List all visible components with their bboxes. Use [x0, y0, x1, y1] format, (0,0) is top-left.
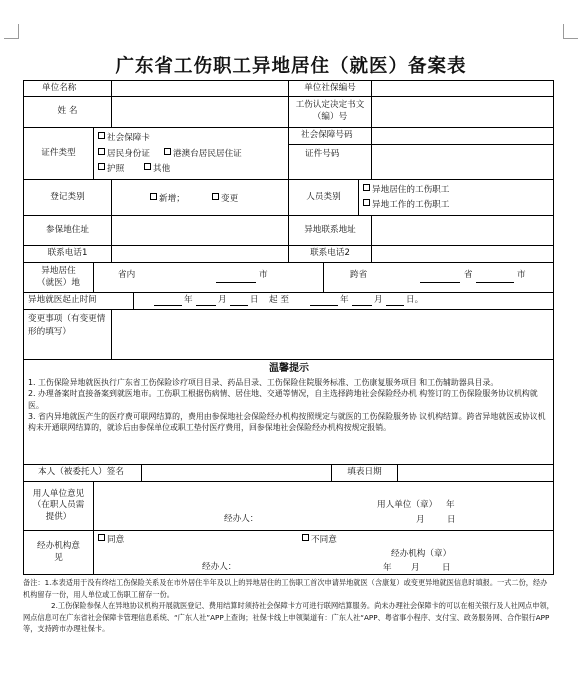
- note-item: 备注：1.本表适用于没有终结工伤保险关系及在市外居住半年及以上的异地居住的工伤职工首次申请异地就医（含康复）或变更异地就医信息时填报。一式二份，经办机构留存一份，用人单位或工伤职工留存一份。: [23, 578, 548, 599]
- crop-mark-right: [563, 24, 578, 39]
- checkbox-icon: [98, 163, 105, 170]
- option-disagree[interactable]: 不同意: [302, 534, 337, 547]
- option-remote-residence[interactable]: 异地居住的工伤职工: [363, 184, 449, 197]
- option-other[interactable]: 其他: [144, 163, 170, 176]
- injury-decision-no-label: 工伤认定决定书文（编）号: [288, 96, 371, 127]
- option-remote-work[interactable]: 异地工作的工伤职工: [363, 199, 449, 212]
- form-notes: [23, 577, 554, 635]
- in-province-field[interactable]: 省内 市: [93, 262, 323, 292]
- checkbox-icon: [164, 148, 171, 155]
- checkbox-icon: [212, 193, 219, 200]
- checkbox-icon: [98, 148, 105, 155]
- social-card-no-label: 社会保障号码: [288, 127, 371, 144]
- tips-section: [23, 359, 554, 464]
- tips-title: 温馨提示: [269, 363, 309, 374]
- unit-social-no-label: 单位社保编号: [288, 80, 371, 96]
- id-type-options: [93, 127, 288, 179]
- checkbox-icon: [363, 184, 370, 191]
- reg-type-options: [111, 179, 288, 215]
- phone2-field[interactable]: [371, 245, 554, 262]
- reg-type-label: 登记类别: [23, 179, 111, 215]
- checkbox-icon: [98, 534, 105, 541]
- name-field[interactable]: [111, 96, 288, 127]
- remote-residence-label: 异地居住（就医）地: [23, 262, 93, 292]
- agency-opinion-field[interactable]: 同意 不同意 经办机构（章） 经办人： 年 月 日: [93, 530, 554, 575]
- note-item: 2.工伤保险参保人在异地协议机构开展就医登记、费用结算时须持社会保障卡方可进行联网结算服务。尚未办理社会保障卡的可以在相关银行及人社网点申领，网点信息可在广东省社会保障卡管理信息系统、“广东人社”APP上查询；社保卡线上申领渠道有：广东人社“APP、粤省事小程序、支付宝、政务服务网、合作银行APP 等，支持跨市办理社保卡。: [23, 601, 554, 634]
- checkbox-icon: [150, 193, 157, 200]
- signature-label: 本人（被委托人）签名: [23, 464, 141, 481]
- person-type-label: 人员类别: [288, 179, 358, 215]
- checkbox-icon: [98, 132, 105, 139]
- option-resident-id[interactable]: 居民身份证: [98, 148, 150, 161]
- social-card-no-field[interactable]: [371, 127, 554, 144]
- signature-field[interactable]: [141, 464, 331, 481]
- tip-item: 3. 省内异地就医产生的医疗费可联网结算的，费用由参保地社会保险经办机构按照规定与就医的工伤保险服务协 议机构结算。跨省异地就医或协议机构未开通联网结算的，就诊后由参保单位或职工垫付医疗费用，回参保地社会保险经办机构按规定报销。: [28, 411, 546, 433]
- option-passport[interactable]: 护照: [98, 163, 124, 176]
- unit-name-field[interactable]: [111, 80, 288, 96]
- tip-item: 1. 工伤保险异地就医执行广东省工伤保险诊疗项目目录、药品目录、工伤保险住院服务标准、工伤康复服务项目 和工伤辅助器具目录。: [28, 378, 499, 388]
- checkbox-icon: [363, 199, 370, 206]
- option-reg-new[interactable]: 新增；: [150, 193, 185, 206]
- cross-province-field[interactable]: 跨省 省 市: [323, 262, 554, 292]
- option-hk-macau-tw[interactable]: 港澳台居民居住证: [164, 148, 242, 161]
- form-title: 广东省工伤职工异地居住（就医）备案表: [115, 56, 467, 77]
- name-label: 姓 名: [23, 96, 111, 127]
- tip-item: 2. 办理备案时直接备案到就医地市。工伤职工根据伤病情、居住地、交通等情况，自主选择跨地社会保险经办机 构签订的工伤保险服务协议机构就医。: [28, 389, 538, 410]
- remote-addr-field[interactable]: [371, 215, 554, 245]
- phone2-label: 联系电话2: [288, 245, 371, 262]
- injury-decision-no-field[interactable]: [371, 96, 554, 127]
- employer-opinion-field[interactable]: 经办人： 用人单位（章） 年 月 日: [93, 481, 554, 530]
- checkbox-icon: [144, 163, 151, 170]
- phone1-label: 联系电话1: [23, 245, 111, 262]
- change-items-label: 变更事项（有变更情形的填写）: [23, 309, 111, 359]
- option-reg-change[interactable]: 变更: [212, 193, 238, 206]
- insured-addr-field[interactable]: [111, 215, 288, 245]
- option-agree[interactable]: 同意: [98, 534, 124, 547]
- crop-mark-left: [4, 24, 19, 39]
- change-items-field[interactable]: [111, 309, 554, 359]
- insured-addr-label: 参保地住址: [23, 215, 111, 245]
- period-label: 异地就医起止时间: [23, 292, 133, 309]
- id-no-label: 证件号码: [288, 144, 371, 179]
- registration-form: [23, 80, 554, 575]
- period-field[interactable]: 年 月 日 起 至 年 月 日。: [133, 292, 554, 309]
- fill-date-field[interactable]: [397, 464, 554, 481]
- option-social-card[interactable]: 社会保障卡: [98, 132, 150, 145]
- checkbox-icon: [302, 534, 309, 541]
- unit-social-no-field[interactable]: [371, 80, 554, 96]
- id-type-label: 证件类型: [23, 127, 93, 179]
- phone1-field[interactable]: [111, 245, 288, 262]
- employer-opinion-label: 用人单位意见（在职人员需提供）: [23, 481, 93, 530]
- id-no-field[interactable]: [371, 144, 554, 179]
- unit-name-label: 单位名称: [23, 80, 111, 96]
- remote-addr-label: 异地联系地址: [288, 215, 371, 245]
- agency-opinion-label: 经办机构意见: [23, 530, 93, 575]
- person-type-options: [358, 179, 554, 215]
- fill-date-label: 填表日期: [331, 464, 397, 481]
